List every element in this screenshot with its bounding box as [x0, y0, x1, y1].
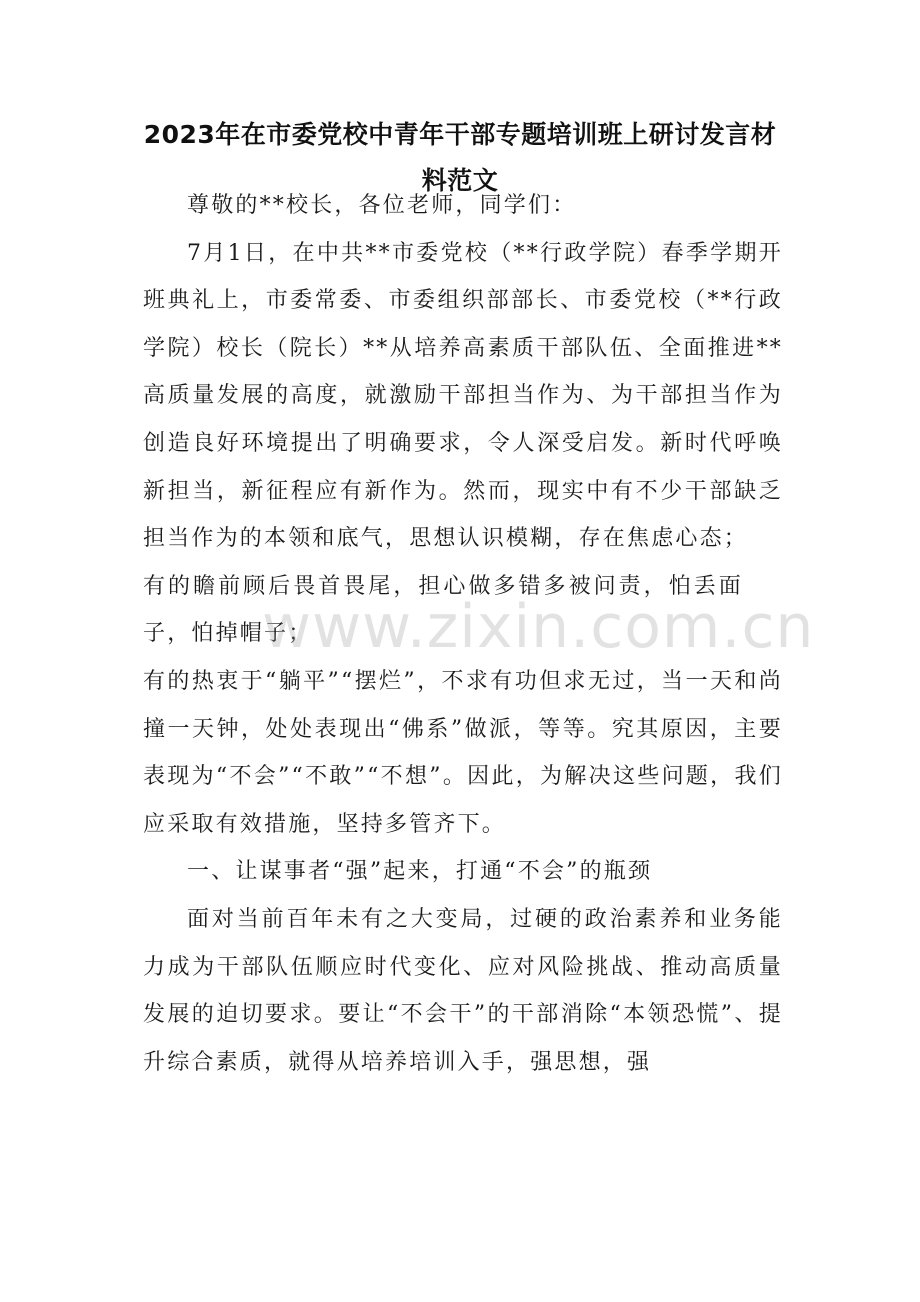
document-body: [143, 182, 783, 1086]
document-title: 2023年在市委党校中青年干部专题培训班上研讨发言材料范文: [143, 120, 777, 195]
paragraph-point-2: 有的热衷于“躺平”“摆烂”，不求有功但求无过，当一天和尚撞一天钟，处处表现出“佛系”做派，等等。究其原因，主要表现为“不会”“不敢”“不想”。因此，为解决这些问题，我们应采取有效措施，坚持多管齐下。: [143, 668, 783, 837]
paragraph-point-1: 有的瞻前顾后畏首畏尾，担心做多错多被问责，怕丢面子，怕掉帽子；: [143, 573, 743, 647]
paragraph-intro: 7月1日，在中共**市委党校（**行政学院）春季学期开班典礼上，市委常委、市委组织部部长、市委党校（**行政学院）校长（院长）**从培养高素质干部队伍、全面推进**高质量发展的高度，就激励干部担当作为、为干部担当作为创造良好环境提出了明确要求，令人深受启发。新时代呼唤新担当，新征程应有新作为。然而，现实中有不少干部缺乏担当作为的本领和底气，思想认识模糊，存在焦虑心态；: [143, 240, 783, 552]
watermark: www.zixin.com.cn: [262, 592, 815, 662]
section-heading: 一、让谋事者“强”起来，打通“不会”的瓶颈: [187, 859, 653, 885]
section-paragraph: 面对当前百年未有之大变局，过硬的政治素养和业务能力成为干部队伍顺应时代变化、应对风险挑战、推动高质量发展的迫切要求。要让“不会干”的干部消除“本领恐慌”、提升综合素质，就得从培养培训入手，强思想，强: [143, 906, 783, 1075]
salutation: 尊敬的**校长，各位老师，同学们：: [187, 193, 577, 218]
